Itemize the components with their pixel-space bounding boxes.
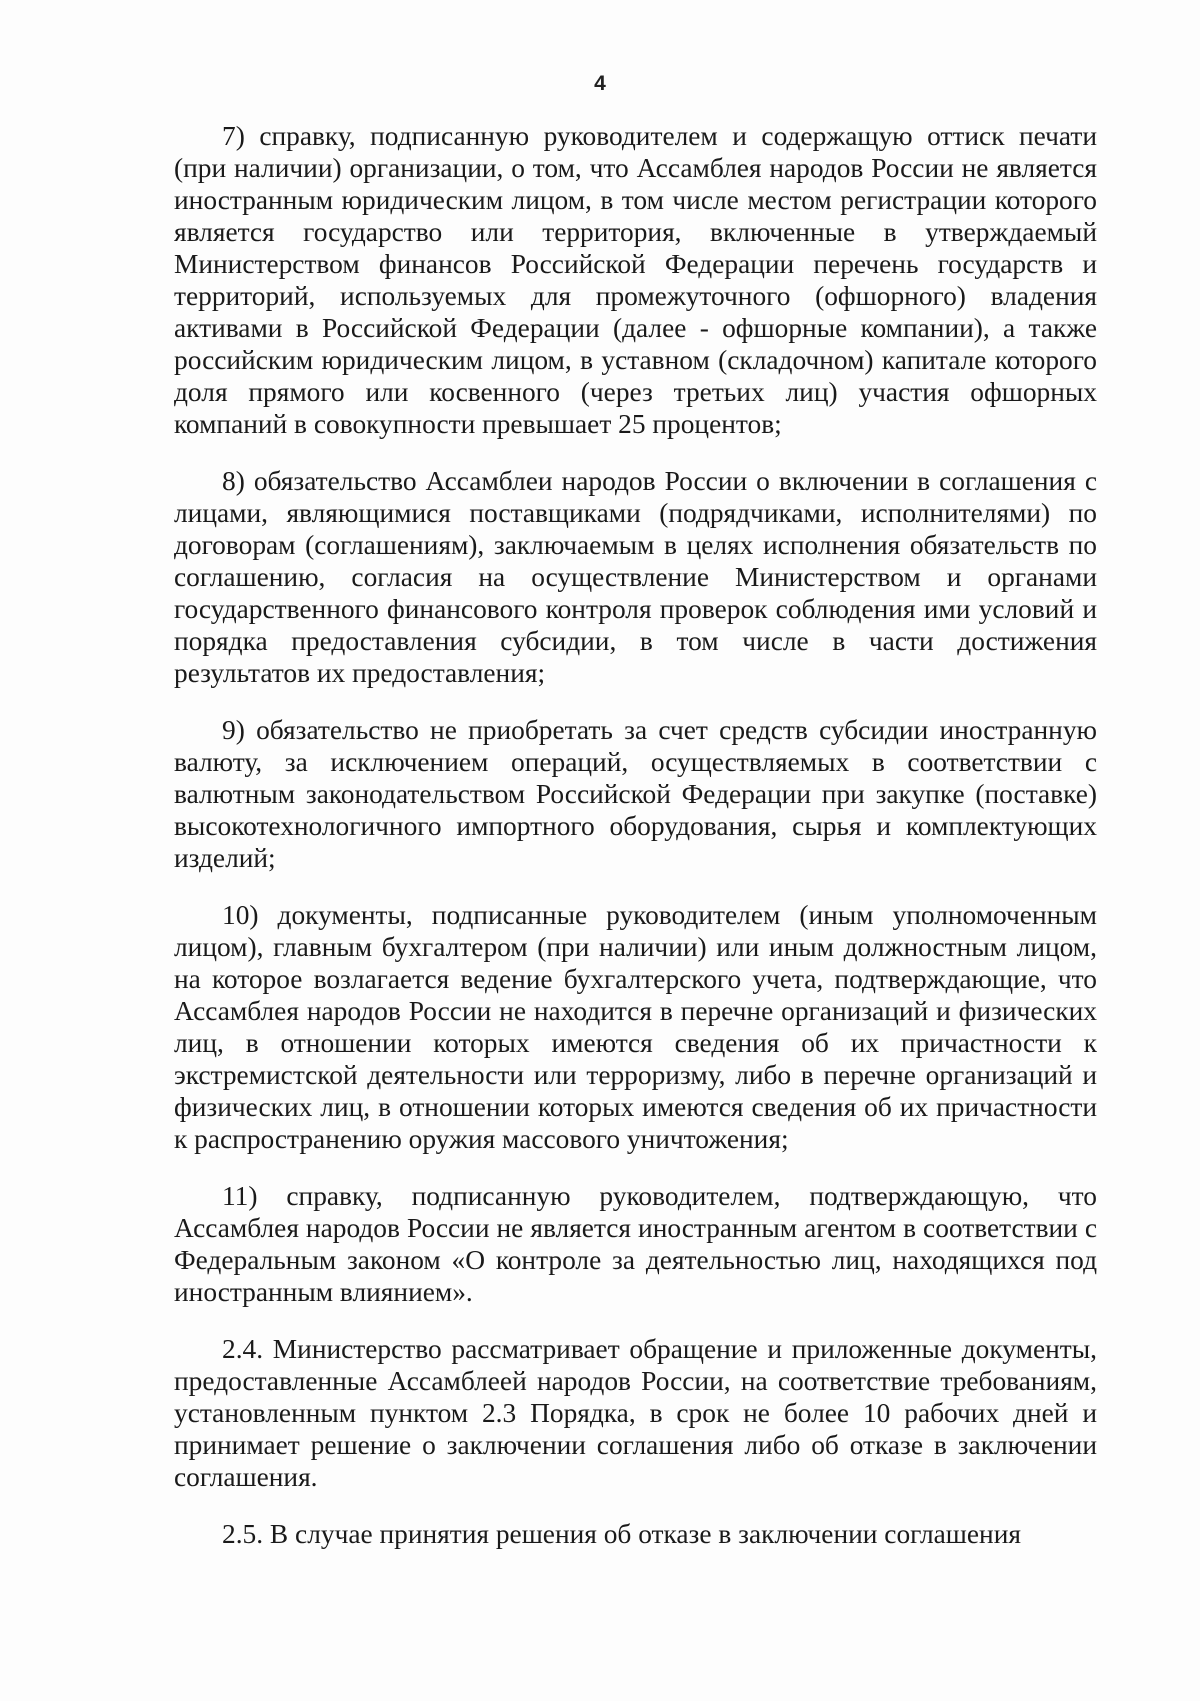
paragraph-item-11: 11) справку, подписанную руководителем, подтверждающую, что Ассамблея народов России не является иностранным агентом в соответствии с Федеральным законом «О контроле за деятельностью лиц, находящихся под иностранным влиянием». xyxy=(174,1181,1097,1307)
paragraph-item-8: 8) обязательство Ассамблеи народов России о включении в соглашения с лицами, являющимися поставщиками (подрядчиками, исполнителями) по договорам (соглашениям), заключаемым в целях исполнения обязательств по соглашению, согласия на осуществление Министерством и органами государственного финансового контроля проверок соблюдения ими условий и порядка предоставления субсидии, в том числе в части достижения результатов их предоставления; xyxy=(174,466,1097,688)
paragraph-item-7: 7) справку, подписанную руководителем и содержащую оттиск печати (при наличии) организации, о том, что Ассамблея народов России не является иностранным юридическим лицом, в том числе местом регистрации которого является государство или территория, включенные в утверждаемый Министерством финансов Российской Федерации перечень государств и территорий, используемых для промежуточного (офшорного) владения активами в Российской Федерации (далее - офшорные компании), а также российским юридическим лицом, в уставном (складочном) капитале которого доля прямого или косвенного (через третьих лиц) участия офшорных компаний в совокупности превышает 25 процентов; xyxy=(174,121,1097,439)
paragraph-clause-2-5: 2.5. В случае принятия решения об отказе в заключении соглашения xyxy=(222,1519,1021,1549)
page-number: 4 xyxy=(594,72,606,95)
paragraph-item-10: 10) документы, подписанные руководителем (иным уполномоченным лицом), главным бухгалтером (при наличии) или иным должностным лицом, на которое возлагается ведение бухгалтерского учета, подтверждающие, что Ассамблея народов России не находится в перечне организаций и физических лиц, в отношении которых имеются сведения об их причастности к экстремистской деятельности или терроризму, либо в перечне организаций и физических лиц, в отношении которых имеются сведения об их причастности к распространению оружия массового уничтожения; xyxy=(174,900,1097,1154)
paragraph-clause-2-4: 2.4. Министерство рассматривает обращение и приложенные документы, предоставленные Ассамблеей народов России, на соответствие требованиям, установленным пунктом 2.3 Порядка, в срок не более 10 рабочих дней и принимает решение о заключении соглашения либо об отказе в заключении соглашения. xyxy=(174,1334,1097,1492)
paragraph-item-9: 9) обязательство не приобретать за счет средств субсидии иностранную валюту, за исключением операций, осуществляемых в соответствии с валютным законодательством Российской Федерации при закупке (поставке) высокотехнологичного импортного оборудования, сырья и комплектующих изделий; xyxy=(174,715,1097,873)
document-body xyxy=(174,120,1097,1575)
